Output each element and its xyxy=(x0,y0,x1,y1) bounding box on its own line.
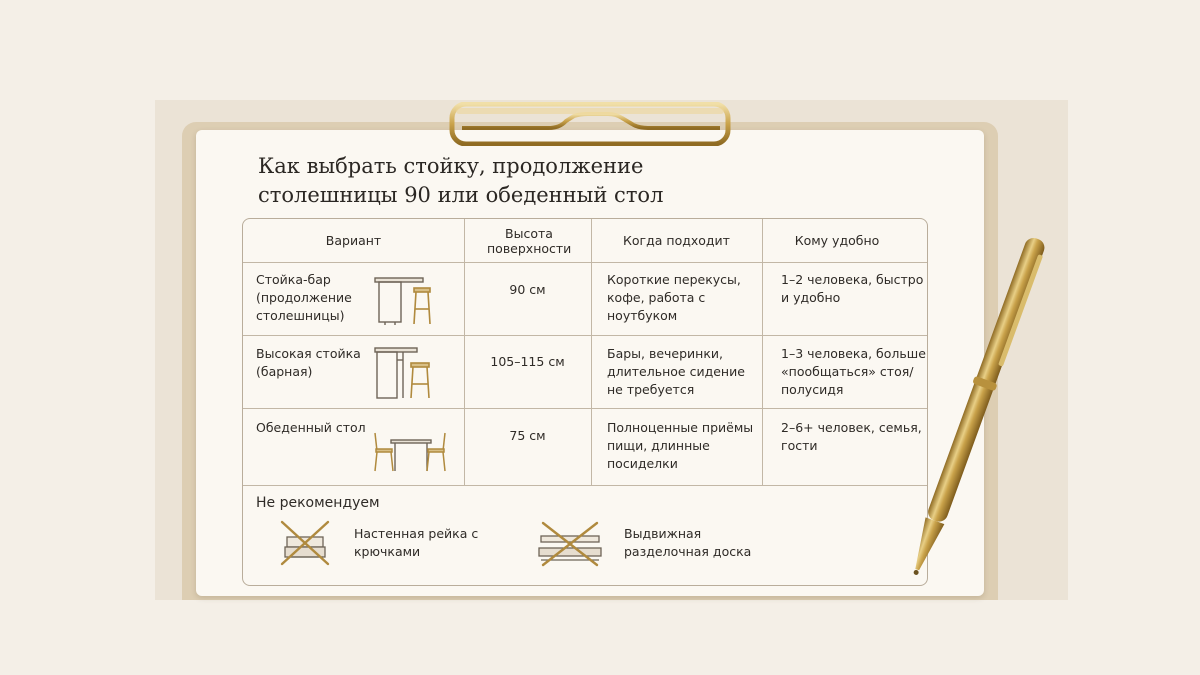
not-recommended-title: Не рекомендуем xyxy=(256,495,380,511)
table-row-2-height: 105–115 см xyxy=(490,354,565,369)
high-bar-stool-icon xyxy=(373,346,439,400)
table-divider xyxy=(591,219,592,485)
table-divider xyxy=(243,408,927,409)
table-divider xyxy=(762,219,763,485)
table-divider xyxy=(464,219,465,485)
column-header-when: Когда подходит xyxy=(623,233,730,248)
table-row-1-when: Короткие перекусы, кофе, работа с ноутбуком xyxy=(607,272,741,323)
gold-pen-icon xyxy=(906,226,1046,590)
column-header-height: Высота поверхности xyxy=(487,226,572,256)
table-row-3-height: 75 см xyxy=(509,428,546,443)
table-row-3-variant: Обеденный стол xyxy=(256,420,366,435)
table-row-3-when: Полноценные приёмы пищи, длинные посиделки xyxy=(607,420,754,471)
not-recommended-item-1: Настенная рейка с крючками xyxy=(354,526,479,559)
clipboard-clip-icon xyxy=(448,102,732,146)
table-row-1-variant: Стойка-бар (продолжение столешницы) xyxy=(256,272,352,323)
column-header-who: Кому удобно xyxy=(794,233,880,248)
table-row-3-who: 2–6+ человек, семья, гости xyxy=(781,420,922,453)
table-row-1-who: 1–2 человека, быстро и удобно xyxy=(781,272,924,305)
table-row-2-who: 1–3 человека, больше «пообщаться» стоя/полусидя xyxy=(781,346,926,397)
table-divider xyxy=(243,335,927,336)
page-title: Как выбрать стойку, продолжение столешницы 90 или обеденный стол xyxy=(258,154,664,207)
dining-table-chairs-icon xyxy=(371,427,449,473)
not-recommended-item-2: Выдвижная разделочная доска xyxy=(624,526,752,559)
table-divider xyxy=(243,485,927,486)
comparison-table xyxy=(242,218,928,586)
table-row-2-variant: Высокая стойка (барная) xyxy=(256,346,361,379)
table-row-1-height: 90 см xyxy=(509,282,546,297)
table-divider xyxy=(243,262,927,263)
wall-rail-crossed-icon xyxy=(279,519,331,567)
pullout-board-crossed-icon xyxy=(535,520,605,568)
column-header-variant: Вариант xyxy=(325,233,382,248)
counter-bar-stool-icon xyxy=(373,275,439,327)
table-row-2-when: Бары, вечеринки, длительное сидение не требуется xyxy=(607,346,745,397)
